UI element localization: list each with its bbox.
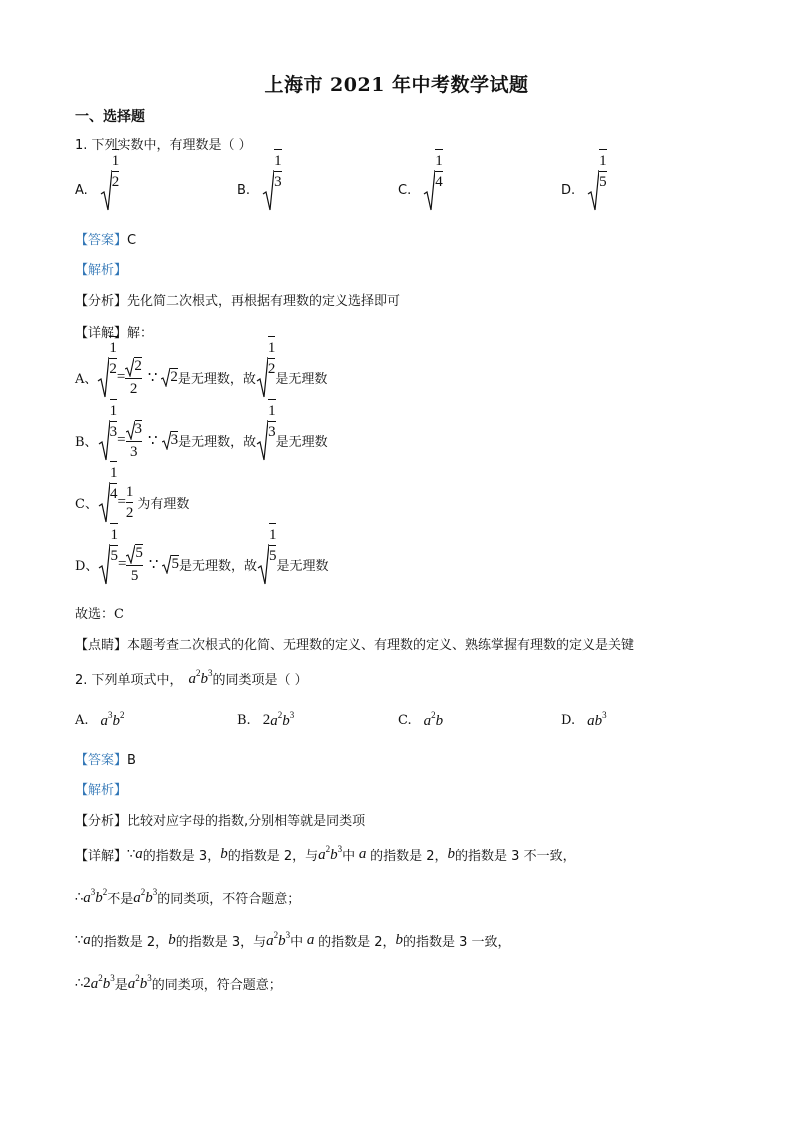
text: 中 <box>290 934 304 950</box>
denominator: 5 <box>110 548 118 564</box>
denominator: 2 <box>129 380 138 397</box>
comment-tag: 【点睛】 <box>75 638 128 653</box>
denominator: 5 <box>599 174 607 190</box>
numerator: 1 <box>110 527 118 543</box>
q1-fenxi <box>75 290 400 309</box>
math-a2b3: $a^2b^3$ <box>266 930 291 949</box>
q1-step-c <box>75 465 190 524</box>
step-label: C、 <box>75 496 98 512</box>
denominator: 4 <box>109 486 118 502</box>
step-text: 是无理数 <box>275 371 328 387</box>
q2-option-b <box>237 710 294 730</box>
sqrt-fraction <box>423 153 443 212</box>
sqrt <box>126 420 143 440</box>
text: 的指数是 3，与 <box>175 934 267 950</box>
denominator: 4 <box>435 174 443 190</box>
denominator: 3 <box>109 424 118 440</box>
option-label: B. <box>237 712 251 728</box>
sqrt-fraction <box>256 340 276 399</box>
numerator: 1 <box>111 153 120 169</box>
because-symbol: ∵ <box>148 556 159 573</box>
step-text: 是无理数，故 <box>178 434 257 450</box>
text: 中 <box>342 848 356 864</box>
question-2-stem <box>75 668 308 688</box>
denominator: 3 <box>274 174 282 190</box>
var-b: b <box>395 931 404 948</box>
q1-comment <box>75 634 634 653</box>
q2-analysis-tag: 【解析】 <box>75 783 128 798</box>
numerator: 1 <box>268 527 277 543</box>
q2-detail-line3 <box>75 930 511 950</box>
math-a3b2: $a^3b^2$ <box>83 887 108 906</box>
text: 不是 <box>107 891 134 907</box>
detail-text: 解： <box>127 326 154 341</box>
text: 的同类项，不符合题意； <box>157 891 301 907</box>
q1-choose: 故选：C <box>75 607 124 622</box>
detail-tag: 【详解】 <box>75 326 128 341</box>
step-label: D、 <box>75 558 99 574</box>
radicand: 5 <box>171 555 179 572</box>
denominator: 2 <box>125 504 134 521</box>
question-1-stem: 1. 下列实数中，有理数是（ ） <box>75 138 252 153</box>
q2-detail-line1 <box>75 844 576 864</box>
math-a2b3: $a^2b^3$ <box>318 844 343 863</box>
step-label: B、 <box>75 434 98 450</box>
fraction <box>126 420 143 461</box>
denominator: 5 <box>268 548 277 564</box>
numerator: 1 <box>109 465 118 481</box>
equals-sign: = <box>116 368 126 385</box>
var-b: b <box>220 845 228 862</box>
q2-detail-line2 <box>75 887 300 907</box>
because-symbol: ∵ <box>148 432 158 449</box>
numerator: 1 <box>274 153 282 169</box>
option-label: C. <box>398 182 412 198</box>
numerator: 1 <box>268 403 276 419</box>
numerator: 1 <box>109 340 117 356</box>
option-label: A. <box>75 712 89 728</box>
text: 的指数是 2，与 <box>227 848 319 864</box>
math-a2b3: $a^2b^3$ <box>127 973 152 992</box>
text: 的指数是 2， <box>318 934 396 950</box>
coefficient: 2 <box>83 974 91 991</box>
sqrt <box>162 430 179 450</box>
q2-fenxi <box>75 810 365 829</box>
var-b: b <box>168 931 176 948</box>
option-label: A. <box>75 182 88 198</box>
option-label: C. <box>398 712 412 728</box>
denominator: 3 <box>130 443 138 460</box>
var-a: a <box>83 931 91 948</box>
q1-analysis-tag: 【解析】 <box>75 263 128 278</box>
fenxi-text: 比较对应字母的指数,分别相等就是同类项 <box>127 814 366 829</box>
because-symbol: ∵ <box>127 846 136 862</box>
q1-option-d <box>561 153 607 212</box>
equals-sign: = <box>117 493 126 510</box>
sqrt-fraction <box>97 340 117 399</box>
fenxi-tag: 【分析】 <box>75 294 128 309</box>
numerator: 1 <box>267 340 276 356</box>
because-symbol: ∵ <box>147 369 158 386</box>
step-text: 为有理数 <box>137 496 190 512</box>
therefore-symbol: ∴ <box>75 975 84 991</box>
math-a2b: $a^2b$ <box>423 710 444 729</box>
section-heading: 一、选择题 <box>75 109 145 125</box>
fraction <box>125 357 142 398</box>
option-label: B. <box>237 182 251 198</box>
q1-step-a <box>75 340 328 399</box>
fraction <box>126 544 143 585</box>
var-a: a <box>303 931 319 948</box>
coefficient: 2 <box>262 711 271 728</box>
option-label: D. <box>561 712 576 728</box>
answer-tag: 【答案】 <box>75 753 128 768</box>
text: 是 <box>114 977 128 993</box>
step-label: A、 <box>75 371 98 387</box>
radicand: 5 <box>135 545 143 561</box>
numerator: 1 <box>435 153 443 169</box>
text: 的指数是 3， <box>142 848 221 864</box>
q1-step-d <box>75 527 329 586</box>
denominator: 2 <box>267 361 276 377</box>
because-symbol: ∵ <box>75 932 84 948</box>
step-text: 是无理数，故 <box>177 371 256 387</box>
stem-suffix: 的同类项是（ ） <box>212 672 308 688</box>
text: 的指数是 3 一致， <box>403 934 511 950</box>
sqrt-fraction <box>98 465 118 524</box>
sqrt-fraction <box>262 153 282 212</box>
denominator: 2 <box>111 174 120 190</box>
q1-answer <box>75 229 136 248</box>
math-a2b3: $a^2b^3$ <box>133 887 158 906</box>
detail-tag: 【详解】 <box>75 848 128 864</box>
sqrt <box>126 544 143 564</box>
numerator: 1 <box>109 403 118 419</box>
sqrt-fraction <box>98 403 118 462</box>
page-title: 上海市 2021 年中考数学试题 <box>264 74 529 96</box>
numerator: 1 <box>125 483 134 500</box>
sqrt <box>161 367 178 387</box>
sqrt-fraction <box>587 153 607 212</box>
numerator: 1 <box>599 153 607 169</box>
math-a2b3: $a^2b^3$ <box>270 710 295 729</box>
answer-value: C <box>127 233 137 248</box>
stem-prefix: 2. 下列单项式中， <box>75 672 183 688</box>
sqrt <box>162 554 179 574</box>
equals-sign: = <box>117 431 126 448</box>
fenxi-text: 先化简二次根式，再根据有理数的定义选择即可 <box>127 294 401 309</box>
fenxi-tag: 【分析】 <box>75 814 128 829</box>
answer-value: B <box>127 753 136 768</box>
fraction <box>126 483 134 522</box>
sqrt-fraction <box>257 527 277 586</box>
radicand: 2 <box>134 358 142 374</box>
var-b: b <box>447 845 456 862</box>
q2-option-a <box>75 710 125 730</box>
q2-detail-line4 <box>75 973 282 993</box>
sqrt <box>125 357 142 377</box>
answer-tag: 【答案】 <box>75 233 128 248</box>
var-a: a <box>355 845 371 862</box>
denominator: 2 <box>109 361 117 377</box>
q1-option-c <box>398 153 443 212</box>
q1-option-b <box>237 153 282 212</box>
text: 的同类项，符合题意； <box>151 977 282 993</box>
therefore-symbol: ∴ <box>75 889 84 905</box>
math-a3b2: $a^3b^2$ <box>100 710 125 729</box>
step-text: 是无理数，故 <box>178 558 257 574</box>
q2-option-d <box>561 710 607 730</box>
step-text: 是无理数 <box>275 434 328 450</box>
q1-option-a <box>75 153 120 212</box>
math-ab3: $ab^3$ <box>587 710 607 729</box>
text: 的指数是 3 不一致， <box>455 848 576 864</box>
radicand: 3 <box>134 421 143 437</box>
comment-text: 本题考查二次根式的化简、无理数的定义、有理数的定义、熟练掌握有理数的定义是关键 <box>127 638 635 653</box>
option-label: D. <box>561 182 576 198</box>
sqrt-fraction <box>98 527 118 586</box>
math-a2b3: $a^2b^3$ <box>90 973 115 992</box>
radicand: 3 <box>170 431 179 448</box>
text: 的指数是 2， <box>370 848 448 864</box>
denominator: 3 <box>268 424 276 440</box>
q2-answer <box>75 749 136 768</box>
sqrt-fraction <box>256 403 276 462</box>
q1-step-b <box>75 403 328 462</box>
equals-sign: = <box>117 555 127 572</box>
step-text: 是无理数 <box>276 558 329 574</box>
sqrt-fraction <box>100 153 120 212</box>
math-a2b3: $a^2b^3$ <box>188 668 213 687</box>
radicand: 2 <box>170 368 178 385</box>
q2-option-c <box>398 710 443 730</box>
var-a: a <box>135 845 143 862</box>
denominator: 5 <box>130 567 139 584</box>
text: 的指数是 2， <box>90 934 169 950</box>
